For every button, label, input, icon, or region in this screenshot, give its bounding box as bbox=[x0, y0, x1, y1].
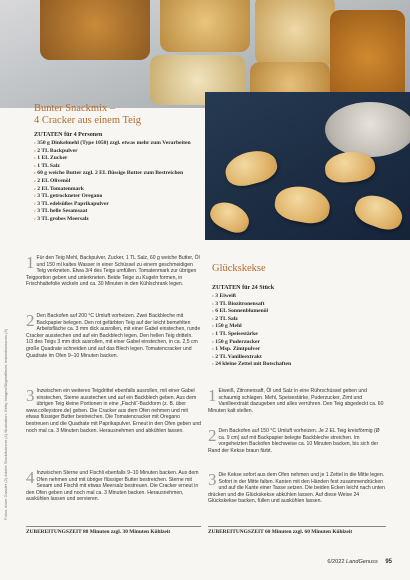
ingredient-item: › 2 TL Backpulver bbox=[34, 148, 199, 156]
recipe2-divider bbox=[208, 526, 386, 527]
step-number: 4 bbox=[26, 468, 35, 487]
recipe1-title: Bunter Snackmix – 4 Cracker aus einem Teig bbox=[34, 103, 141, 126]
fortune-cookie-photo bbox=[205, 92, 410, 240]
ingredient-item: › 3 Eiweiß bbox=[212, 293, 387, 301]
recipe1-time: ZUBEREITUNGSZEIT 80 Minuten zzgl. 30 Minuten Kühlzeit bbox=[26, 529, 171, 535]
step-number: 2 bbox=[26, 311, 35, 330]
recipe1-step-4 bbox=[26, 470, 201, 503]
ingredient-item: › 3 TL helle Sesamsaat bbox=[34, 208, 199, 216]
ingredient-item: › 150 g Puderzucker bbox=[212, 339, 387, 347]
step-text: Eiweiß, Zitronensaft, Öl und Salz in eine Rührschüssel geben und schaumig schlagen. Mehl, Speisestärke, Puderzucker, Zimt und Vanilleextrakt dazugeben und alles verrühren. Den Teig abgedeckt ca. 60 Minuten kalt stellen. bbox=[208, 388, 384, 414]
ingredient-item: › 3 TL edelsüßes Paprikapulver bbox=[34, 201, 199, 209]
ingredient-item: › 2 TL Salz bbox=[212, 316, 387, 324]
recipe2-title: Glückskekse bbox=[212, 263, 266, 274]
recipe1-step-2 bbox=[26, 313, 201, 359]
ingredient-item: › 150 g Mehl bbox=[212, 323, 387, 331]
ingredient-item: › 1 TL Salz bbox=[34, 163, 199, 171]
recipe2-time: ZUBEREITUNGSZEIT 60 Minuten zzgl. 60 Minuten Kühlzeit bbox=[208, 529, 353, 535]
recipe2-step-1 bbox=[208, 388, 386, 414]
step-text: Für den Teig Mehl, Backpulver, Zucker, 1 TL Salz, 60 g weiche Butter, Öl und 150 ml kaltes Wasser in einer Schüssel zu einem geschmeidigen Teig verkneten. Etwa 3/4 des Teigs umfüllen. Tomatenmark zur übrigen Teigportion geben und unterkneten. Beide Teige zu Kugeln formen, in Frischhaltefolie wickeln und ca. 30 Minuten in den Kühlschrank legen. bbox=[26, 255, 200, 288]
recipe1-step-1 bbox=[26, 255, 201, 288]
step-text: Den Backofen auf 150 °C Umluft vorheizen. Je 2 EL Teig kreisförmig (Ø ca. 9 cm) auf mit Backpapier belegte Backbleche streichen. Im vorgeheizten Backofen blechweise ca. 10 Minuten backen, bis sich der Rand der Kekse braun färbt. bbox=[208, 428, 380, 454]
ingredient-item: › 1 EL Zucker bbox=[34, 155, 199, 163]
recipe2-step-2 bbox=[208, 428, 386, 454]
recipe2-step-3 bbox=[208, 472, 386, 505]
step-number: 1 bbox=[208, 386, 217, 405]
magazine-brand: LandGenuss bbox=[346, 559, 378, 565]
ingredient-item: › 3 TL getrockneter Oregano bbox=[34, 193, 199, 201]
issue-number: 6/2022 bbox=[327, 559, 345, 565]
step-number: 3 bbox=[26, 386, 35, 405]
step-text: Inzwischen ein weiteres Teigdrittel ebenfalls ausrollen, mit einer Gabel einstechen, Sterne ausstechen und auf ein Backblech geben. Aus dem übrigen Teig kleine Portionen in eine „Fischli“-Backform (z. B. über www.colleystore.de) geben. Die Cracker aus dem Ofen nehmen und mit etwas flüssiger Butter bestreichen. Die Tomatencracker mit Oregano bestreuen und die Quadrate mit Paprikapulver. Erneut in den Ofen geben und noch mal ca. 3 Minuten backen. Herausnehmen und abkühlen lassen. bbox=[26, 388, 202, 434]
ingredient-item: › 2 EL Tomatenmark bbox=[34, 186, 199, 194]
step-number: 3 bbox=[208, 470, 217, 489]
ingredient-item: › 3 TL grobes Meersalz bbox=[34, 216, 199, 224]
page-number: 95 bbox=[385, 559, 392, 565]
recipe2-ingredients-header: ZUTATEN für 24 Stück bbox=[212, 285, 275, 291]
recipe2-ingredients-list bbox=[212, 293, 387, 369]
ingredient-item: › 3 TL Biozitronensaft bbox=[212, 301, 387, 309]
ingredient-item: › 60 g weiche Butter zzgl. 2 EL flüssige Butter zum Bestreichen bbox=[34, 170, 199, 178]
recipe1-ingredients-header: ZUTATEN für 4 Personen bbox=[34, 132, 103, 138]
photo-credits: Fotos: Anne Gassler (2) Adobe Stock/komenr (1) Illustration: Getty Images/Stigmafilmet; Instant/seasons (3) bbox=[3, 329, 8, 520]
ingredient-item: › 1 Msp. Zimtpulver bbox=[212, 346, 387, 354]
recipe1-ingredients-list bbox=[34, 140, 199, 224]
step-text: Inzwischen Sterne und Fischli ebenfalls 9–10 Minuten backen. Aus dem Ofen nehmen und mit übriger flüssiger Butter bestreichen. Sterne mit Sesam und Fischli mit etwas Meersalz bestreuen. Die Cracker erneut in den Ofen geben und noch mal ca. 3 Minuten backen. Herausnehmen, auskühlen lassen und servieren. bbox=[26, 470, 199, 503]
recipe1-step-3 bbox=[26, 388, 201, 434]
ingredient-item: › 1 TL Speisestärke bbox=[212, 331, 387, 339]
recipe1-divider bbox=[26, 526, 201, 527]
step-number: 1 bbox=[26, 253, 35, 272]
page-footer bbox=[327, 559, 392, 565]
ingredient-item: › 350 g Dinkelmehl (Type 1050) zzgl. etwas mehr zum Verarbeiten bbox=[34, 140, 199, 148]
step-text: Den Backofen auf 200 °C Umluft vorheizen. Zwei Backbleche mit Backpapier belegen. Den rot gefärbten Teig auf der leicht bemehlten Arbeitsfläche ca. 3 mm dick ausrollen, mit einer Gabel einstechen, runde Cracker ausstechen und auf ein Backblech legen. Den hellen Teig dritteln. 1/3 des Teigs 3 mm dick ausrollen, mit einer Gabel einstechen, in ca. 2,5 cm große Quadrate schneiden und auf das Blech legen. Tomatencracker und Quadrate im Ofen 9–10 Minuten backen. bbox=[26, 313, 201, 359]
step-number: 2 bbox=[208, 426, 217, 445]
ingredient-item: › 2 TL Vanilleextrakt bbox=[212, 354, 387, 362]
step-text: Die Kekse sofort aus dem Ofen nehmen und je 1 Zettel in die Mitte legen. Sofort in der Mitte falten. Kanten mit den Händen fest zusammendrücken und auf die Kante einer Tasse setzen. Die beiden Ecken leicht nach unten drücken und die Glückskekse abkühlen lassen. Auf diese Weise 24 Glückskekse backen, füllen und auskühlen lassen. bbox=[208, 472, 385, 505]
ingredient-item: › 2 EL Olivenöl bbox=[34, 178, 199, 186]
ingredient-item: › 6 EL Sonnenblumenöl bbox=[212, 308, 387, 316]
ingredient-item: › 24 kleine Zettel mit Botschaften bbox=[212, 361, 387, 369]
